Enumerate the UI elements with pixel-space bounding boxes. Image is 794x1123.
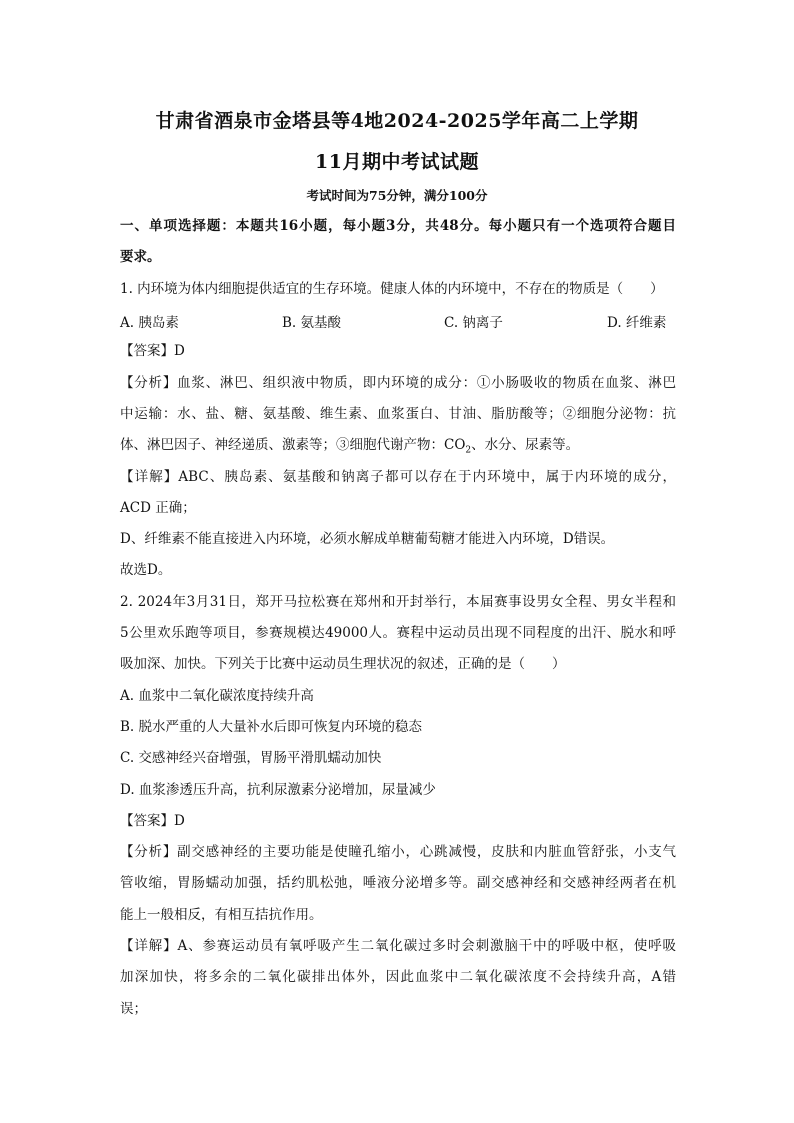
q2-answer: 【答案】D bbox=[120, 813, 185, 829]
exam-info: 考试时间为75分钟，满分100分 bbox=[306, 188, 488, 203]
q1-conclusion: 故选D。 bbox=[120, 562, 172, 578]
q2-stem-line3: 吸加深、加快。下列关于比赛中运动员生理状况的叙述，正确的是（ ） bbox=[120, 656, 566, 672]
q1-analysis-line1: 【分析】血浆、淋巴、组织液中物质，即内环境的成分：①小肠吸收的物质在血浆、淋巴 bbox=[120, 375, 676, 391]
q1-detail-line3: D、纤维素不能直接进入内环境，必须水解成单糖葡萄糖才能进入内环境，D错误。 bbox=[120, 531, 615, 547]
q2-option-b: B. 脱水严重的人大量补水后即可恢复内环境的稳态 bbox=[120, 719, 423, 735]
co2-subscript: 2 bbox=[465, 445, 472, 456]
q2-detail-line1: 【详解】A、参赛运动员有氧呼吸产生二氧化碳过多时会刺激脑干中的呼吸中枢，使呼吸 bbox=[120, 938, 676, 954]
q1-option-c: C. 钠离子 bbox=[444, 315, 503, 331]
section-heading-line2: 要求。 bbox=[120, 249, 161, 265]
q2-detail-line3: 误； bbox=[120, 1001, 147, 1017]
q2-stem-line2: 5公里欢乐跑等项目，参赛规模达49000人。赛程中运动员出现不同程度的出汗、脱水和呼 bbox=[120, 625, 676, 641]
q1-analysis-line3-text: 体、淋巴因子、神经递质、激素等；③细胞代谢产物：CO bbox=[120, 437, 466, 453]
q2-option-a: A. 血浆中二氧化碳浓度持续升高 bbox=[120, 688, 314, 704]
q1-option-b: B. 氨基酸 bbox=[282, 315, 342, 331]
q1-stem: 1. 内环境为体内细胞提供适宜的生存环境。健康人体的内环境中，不存在的物质是（ ） bbox=[120, 281, 664, 297]
document-title-line1: 甘肃省酒泉市金塔县等4地2024-2025学年高二上学期 bbox=[155, 110, 639, 132]
section-heading-line1: 一、单项选择题：本题共16小题，每小题3分，共48分。每小题只有一个选项符合题目 bbox=[120, 218, 676, 234]
q2-analysis-line3: 能上一般相反，有相互拮抗作用。 bbox=[120, 907, 323, 923]
q1-option-d: D. 纤维素 bbox=[607, 315, 667, 331]
q1-analysis-line2: 中运输：水、盐、糖、氨基酸、维生素、血浆蛋白、甘油、脂肪酸等；②细胞分泌物：抗 bbox=[120, 406, 676, 422]
q2-option-c: C. 交感神经兴奋增强，胃肠平滑肌蠕动加快 bbox=[120, 750, 382, 766]
q2-analysis-line1: 【分析】副交感神经的主要功能是使瞳孔缩小，心跳减慢，皮肤和内脏血管舒张，小支气 bbox=[120, 844, 676, 860]
q1-detail-line1: 【详解】ABC、胰岛素、氨基酸和钠离子都可以存在于内环境中，属于内环境的成分， bbox=[120, 469, 676, 485]
q2-analysis-line2: 管收缩，胃肠蠕动加强，括约肌松弛，唾液分泌增多等。副交感神经和交感神经两者在机 bbox=[120, 875, 676, 891]
q1-analysis-line3 bbox=[120, 435, 579, 461]
document-title-line2: 11月期中考试试题 bbox=[315, 151, 479, 173]
q2-option-d: D. 血浆渗透压升高，抗利尿激素分泌增加，尿量减少 bbox=[120, 782, 436, 798]
q1-option-a: A. 胰岛素 bbox=[120, 315, 179, 331]
q2-stem-line1: 2. 2024年3月31日，郑开马拉松赛在郑州和开封举行，本届赛事设男女全程、男女半程和 bbox=[120, 594, 676, 610]
q2-detail-line2: 加深加快，将多余的二氧化碳排出体外，因此血浆中二氧化碳浓度不会持续升高，A错 bbox=[120, 969, 676, 985]
q1-answer: 【答案】D bbox=[120, 343, 185, 359]
q1-analysis-line3-tail: 、水分、尿素等。 bbox=[471, 437, 580, 453]
q1-detail-line2: ACD 正确； bbox=[120, 500, 196, 516]
